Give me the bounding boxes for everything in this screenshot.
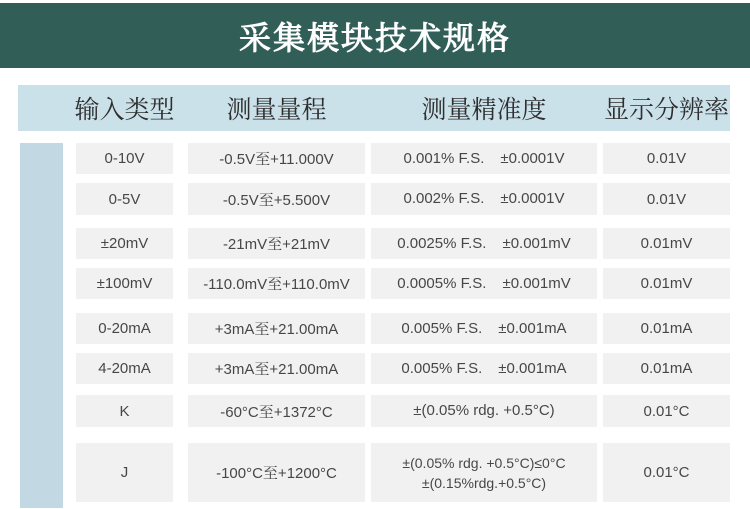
resolution-cell: 0.01mV xyxy=(603,228,730,259)
accuracy-segment: 0.001% F.S. xyxy=(403,149,485,167)
accuracy-segment: ±0.001mA xyxy=(498,319,567,337)
accuracy-line xyxy=(397,234,571,254)
accuracy-segment: ±0.001mA xyxy=(498,359,567,377)
accuracy-segment: ±0.0001V xyxy=(500,190,565,207)
title-banner xyxy=(0,3,750,68)
accuracy-line xyxy=(422,473,546,493)
resolution-cell: 0.01V xyxy=(603,183,730,215)
range-cell: -21mV至+21mV xyxy=(188,228,365,259)
accuracy-cell xyxy=(371,353,597,384)
accuracy-segment: 0.005% F.S. xyxy=(401,359,483,377)
accuracy-segment: ±(0.05% rdg. +0.5°C)≤0°C xyxy=(402,454,566,471)
input-type-cell: 0-5V xyxy=(76,183,173,215)
accuracy-segment: ±0.001mV xyxy=(502,234,571,252)
range-cell: -0.5V至+5.500V xyxy=(188,183,365,215)
resolution-cell: 0.01°C xyxy=(603,443,730,502)
resolution-cell: 0.01°C xyxy=(603,395,730,427)
resolution-cell: 0.01mV xyxy=(603,268,730,299)
input-type-cell: J xyxy=(76,443,173,502)
input-type-cell: 4-20mA xyxy=(76,353,173,384)
resolution-cell: 0.01V xyxy=(603,143,730,174)
accuracy-line xyxy=(401,319,566,339)
table-row xyxy=(0,183,750,215)
column-header-accuracy: 测量精准度 xyxy=(421,96,547,124)
accuracy-segment: ±0.001mV xyxy=(502,274,571,292)
input-type-cell: ±100mV xyxy=(76,268,173,299)
table-row xyxy=(0,395,750,427)
accuracy-line xyxy=(402,453,565,473)
accuracy-cell xyxy=(371,268,597,299)
accuracy-line xyxy=(401,359,566,379)
input-type-cell: 0-20mA xyxy=(76,313,173,344)
range-cell: +3mA至+21.00mA xyxy=(188,353,365,384)
range-cell: -0.5V至+11.000V xyxy=(188,143,365,174)
input-type-cell: K xyxy=(76,395,173,427)
table-row xyxy=(0,143,750,174)
table-row xyxy=(0,228,750,259)
accuracy-segment: 0.002% F.S. xyxy=(403,190,485,207)
accuracy-segment: ±(0.05% rdg. +0.5°C) xyxy=(413,402,555,419)
accuracy-segment: ±0.0001V xyxy=(500,149,565,167)
accuracy-segment: 0.0025% F.S. xyxy=(397,234,487,252)
accuracy-cell xyxy=(371,313,597,344)
accuracy-line xyxy=(403,189,564,209)
accuracy-line xyxy=(413,401,554,421)
accuracy-line xyxy=(397,274,571,294)
accuracy-cell xyxy=(371,143,597,174)
accuracy-line xyxy=(403,149,564,169)
accuracy-segment: 0.0005% F.S. xyxy=(397,274,487,292)
resolution-cell: 0.01mA xyxy=(603,353,730,384)
column-header-resolution: 显示分辨率 xyxy=(603,96,729,124)
page-title: 采集模块技术规格 xyxy=(238,19,511,56)
accuracy-cell xyxy=(371,395,597,427)
accuracy-segment: 0.005% F.S. xyxy=(401,319,483,337)
input-type-cell: 0-10V xyxy=(76,143,173,174)
accuracy-cell xyxy=(371,228,597,259)
table-row xyxy=(0,443,750,502)
table-row xyxy=(0,353,750,384)
range-cell: -60°C至+1372°C xyxy=(188,395,365,427)
table-header-row xyxy=(18,85,730,131)
resolution-cell: 0.01mA xyxy=(603,313,730,344)
table-row xyxy=(0,313,750,344)
accuracy-cell xyxy=(371,443,597,502)
range-cell: -110.0mV至+110.0mV xyxy=(188,268,365,299)
column-header-input-type: 输入类型 xyxy=(74,96,175,124)
accuracy-segment: ±(0.15%rdg.+0.5°C) xyxy=(421,474,547,491)
accuracy-cell xyxy=(371,183,597,215)
range-cell: +3mA至+21.00mA xyxy=(188,313,365,344)
table-row xyxy=(0,268,750,299)
input-type-cell: ±20mV xyxy=(76,228,173,259)
range-cell: -100°C至+1200°C xyxy=(188,443,365,502)
column-header-range: 测量量程 xyxy=(226,96,327,124)
